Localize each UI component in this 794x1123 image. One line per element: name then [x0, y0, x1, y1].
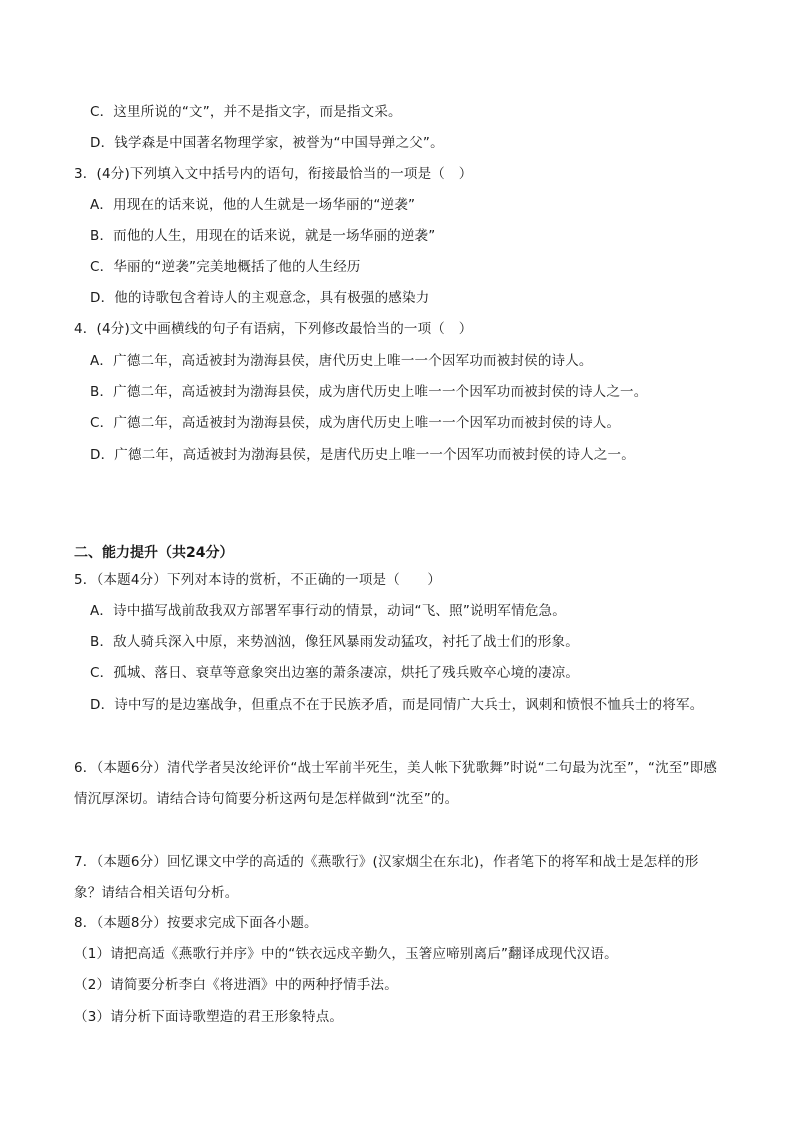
question-8-sub-3: （3）请分析下面诗歌塑造的君王形象特点。 [74, 1009, 344, 1025]
question-8-sub-1: （1）请把高适《燕歌行并序》中的“铁衣远戍辛勤久，玉箸应啼别离后”翻译成现代汉语。 [74, 946, 618, 962]
q3-option-b: B．而他的人生，用现在的话来说，就是一场华丽的逆袭” [90, 228, 436, 244]
q3-option-d: D．他的诗歌包含着诗人的主观意念，具有极强的感染力 [90, 290, 430, 306]
question-7-line-1: 7．（本题6分）回忆课文中学的高适的《燕歌行》(汉家烟尘在东北)，作者笔下的将军和战士是怎样的形 [74, 854, 699, 870]
question-8-sub-2: （2）请简要分析李白《将进酒》中的两种抒情手法。 [74, 977, 398, 993]
question-7-line-2: 象？请结合相关语句分析。 [74, 885, 239, 901]
q2-option-c: C．这里所说的“文”，并不是指文字，而是指文采。 [90, 104, 402, 120]
q4-option-b: B．广德二年，高适被封为渤海县侯，成为唐代历史上唯一一个因军功而被封侯的诗人之一。 [90, 384, 648, 400]
question-3-stem: 3．(4分)下列填入文中括号内的语句，衔接最恰当的一项是（ ） [74, 166, 473, 182]
section-2-heading: 二、能力提升（共24分） [74, 545, 234, 561]
question-6-line-1: 6．（本题6分）清代学者吴汝纶评价“战士军前半死生，美人帐下犹歌舞”时说“二句最为沈至”，“沈至”即感 [74, 760, 718, 776]
q5-option-a: A．诗中描写战前敌我双方部署军事行动的情景，动词“飞、照”说明军情危急。 [90, 603, 566, 619]
question-5-stem: 5．（本题4分）下列对本诗的赏析，不正确的一项是（ ） [74, 572, 442, 588]
q3-option-c: C．华丽的“逆袭”完美地概括了他的人生经历 [90, 259, 361, 275]
q5-option-c: C．孤城、落日、衰草等意象突出边塞的萧条凄凉，烘托了残兵败卒心境的凄凉。 [90, 665, 580, 681]
q2-option-d: D．钱学森是中国著名物理学家，被誉为“中国导弹之父”。 [90, 135, 444, 151]
question-6-line-2: 情沉厚深切。请结合诗句简要分析这两句是怎样做到“沈至”的。 [74, 791, 459, 807]
q4-option-c: C．广德二年，高适被封为渤海县侯，成为唐代历史上唯一一个因军功而被封侯的诗人。 [90, 415, 621, 431]
q5-option-d: D．诗中写的是边塞战争，但重点不在于民族矛盾，而是同情广大兵士，讽刺和愤恨不恤兵士的将军。 [90, 697, 704, 713]
q4-option-d: D．广德二年，高适被封为渤海县侯，是唐代历史上唯一一个因军功而被封侯的诗人之一。 [90, 447, 635, 463]
q5-option-b: B．敌人骑兵深入中原，来势汹汹，像狂风暴雨发动猛攻，衬托了战士们的形象。 [90, 634, 579, 650]
question-8-stem: 8．（本题8分）按要求完成下面各小题。 [74, 915, 318, 931]
q4-option-a: A．广德二年，高适被封为渤海县侯，唐代历史上唯一一个因军功而被封侯的诗人。 [90, 353, 593, 369]
question-4-stem: 4．(4分)文中画横线的句子有语病，下列修改最恰当的一项（ ） [74, 321, 473, 337]
q3-option-a: A．用现在的话来说，他的人生就是一场华丽的“逆袭” [90, 197, 416, 213]
